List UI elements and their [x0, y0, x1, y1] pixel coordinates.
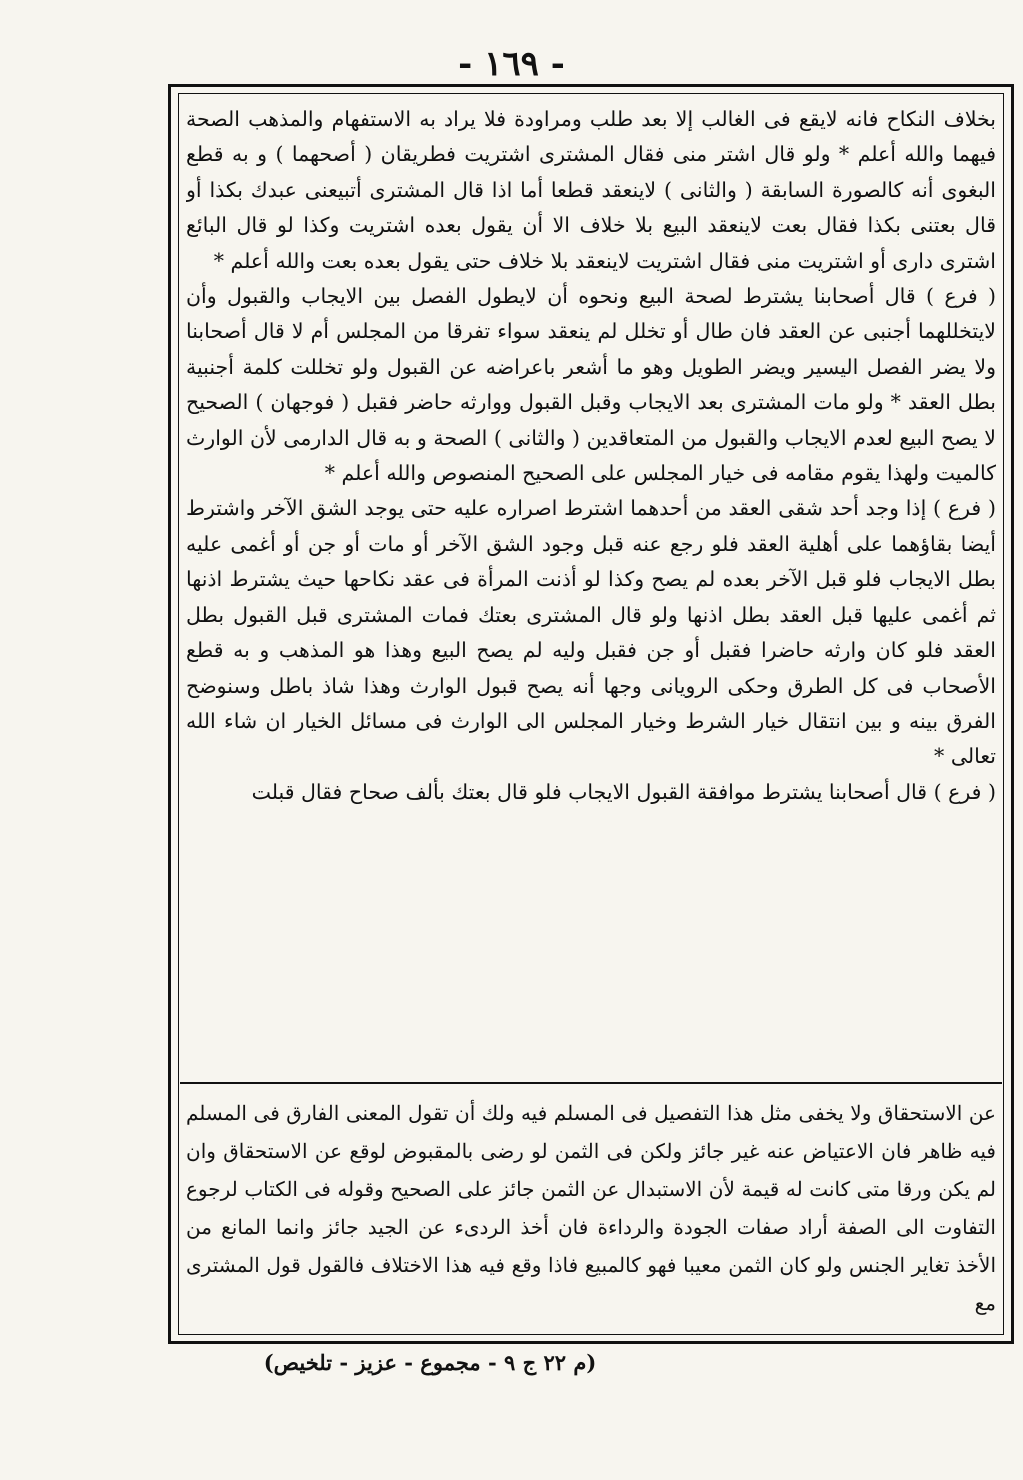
page-number: - ١٦٩ - — [458, 44, 565, 84]
main-paragraph: ( فرع ) قال أصحابنا يشترط لصحة البيع ونحوه أن لايطول الفصل بين الايجاب والقبول وأن لايتخللهما أجنبى عن العقد فان طال أو تخلل لم ينعقد سواء تفرقا من المجلس أم لا قال أصحابنا ولا يضر الفصل اليسير ويضر الطويل وهو ما أشعر باعراضه عن القبول ولو تخللت كلمة أجنبية بطل العقد * ولو مات المشترى بعد الايجاب وقبل القبول ووارثه حاضر فقبل ( فوجهان ) الصحيح لا يصح البيع لعدم الايجاب والقبول من المتعاقدين ( والثانى ) الصحة و به قال الدارمى لأن الوارث كالميت ولهذا يقوم مقامه فى خيار المجلس على الصحيح المنصوص والله أعلم * — [186, 284, 996, 486]
main-text-block — [186, 102, 996, 1077]
main-paragraph: بخلاف النكاح فانه لايقع فى الغالب إلا بعد طلب ومراودة فلا يراد به الاستفهام والمذهب الصحة فيهما والله أعلم * ولو قال اشتر منى فقال المشترى اشتريت فطريقان ( أصحهما ) و به قطع البغوى أنه كالصورة السابقة ( والثانى ) لاينعقد قطعا أما اذا قال المشترى أتبيعنى عبدك بكذا أو قال بعتنى بكذا فقال بعت لاينعقد البيع بلا خلاف الا أن يقول بعده اشتريت وكذا لو قال البائع اشترى دارى أو اشتريت منى فقال اشتريت لاينعقد بلا خلاف حتى يقول بعده بعت والله أعلم * — [186, 107, 996, 273]
printer-signature: (م ٢٢ ج ٩ - مجموع - عزيز - تلخيص) — [263, 1350, 597, 1375]
main-paragraph: ( فرع ) قال أصحابنا يشترط موافقة القبول الايجاب فلو قال بعتك بألف صحاح فقال قبلت — [251, 779, 996, 804]
footnote-divider — [180, 1082, 1002, 1084]
footnote-text-block — [186, 1094, 996, 1326]
main-paragraph: ( فرع ) إذا وجد أحد شقى العقد من أحدهما اشترط اصراره عليه حتى يوجد الشق الآخر واشترط أيضا بقاؤهما على أهلية العقد فلو رجع عنه قبل وجود الشق الآخر أو مات أو جن أو أغمى عليه بطل الايجاب فلو قبل الآخر بعده لم يصح وكذا لو أذنت المرأة فى عقد نكاحها حيث يشترط اذنها ثم أغمى عليها قبل العقد بطل اذنها ولو قال المشترى بعتك فمات المشترى قبل القبول بطل العقد فلو كان وارثه حاضرا فقبل أو جن فقبل وليه لم يصح البيع وهذا هو المذهب و به قطع الأصحاب فى كل الطرق وحكى الرويانى وجها أنه يصح قبول الوارث وهذا شاذ باطل وسنوضح الفرق بينه و بين انتقال خيار الشرط وخيار المجلس الى الوارث فى مسائل الخيار ان شاء الله تعالى * — [186, 496, 996, 769]
footnote-paragraph: عن الاستحقاق ولا يخفى مثل هذا التفصيل فى المسلم فيه ولك أن تقول المعنى الفارق فى المسلم فيه ظاهر فان الاعتياض عنه غير جائز ولكن فى الثمن لو رضى بالمقبوض لوقع عن الاستحقاق وان لم يكن ورقا متى كانت له قيمة لأن الاستبدال عن الثمن جائز على الصحيح وقوله فى الكتاب لرجوع التفاوت الى الصفة أراد صفات الجودة والرداءة فان أخذ الردىء عن الجيد جائز وانما المانع من الأخذ تغاير الجنس ولو كان الثمن معيبا فهو كالمبيع فاذا وقع فيه هذا الاختلاف فالقول قول المشترى مع — [186, 1101, 996, 1315]
